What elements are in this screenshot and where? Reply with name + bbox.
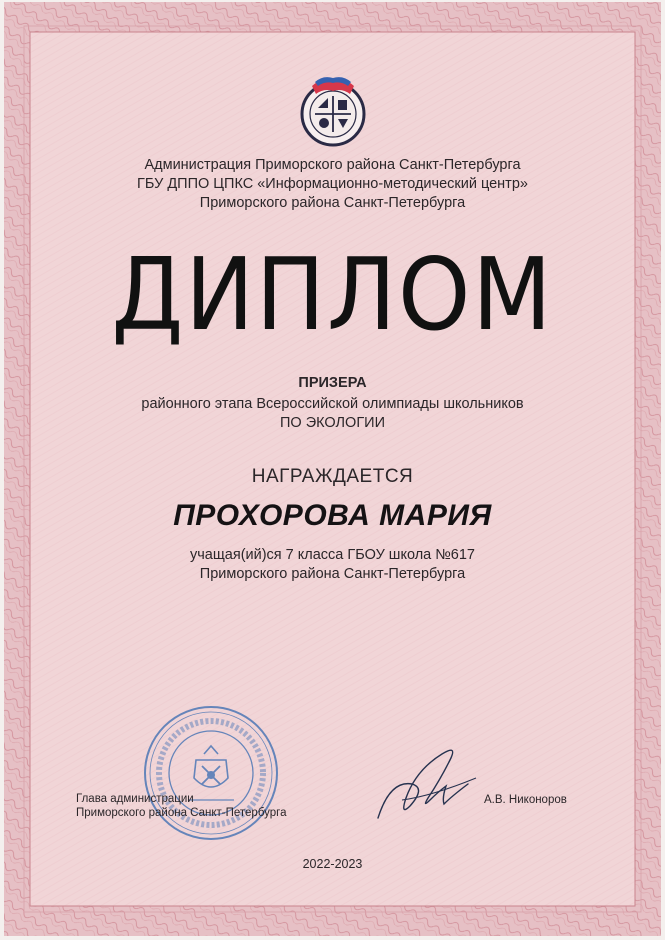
academic-year: 2022-2023 xyxy=(302,857,363,871)
event-subject: ПО ЭКОЛОГИИ xyxy=(279,415,386,431)
diploma-title: ДИПЛОМ xyxy=(111,236,554,353)
event-name: районного этапа Всероссийской олимпиады школьников xyxy=(141,396,524,412)
signatory-position-line-2: Приморского района Санкт-Петербурга xyxy=(76,807,287,819)
awarded-label: НАГРАЖДАЕТСЯ xyxy=(251,466,414,487)
recipient-district: Приморского района Санкт-Петербурга xyxy=(199,566,466,582)
signatory-position-line-1: Глава администрации xyxy=(76,793,194,805)
signatory-position xyxy=(76,792,287,820)
award-status: ПРИЗЕРА xyxy=(298,375,367,391)
recipient-name: ПРОХОРОВА МАРИЯ xyxy=(173,499,492,532)
recipient-school: учащая(ий)ся 7 класса ГБОУ школа №617 xyxy=(189,547,475,563)
header-line-1: Администрация Приморского района Санкт-Петербурга xyxy=(144,157,521,173)
official-stamp-seal xyxy=(142,704,280,842)
header-line-2: ГБУ ДППО ЦПКС «Информационно-методический центр» xyxy=(137,176,528,192)
olympiad-emblem-logo xyxy=(298,74,368,150)
handwritten-signature xyxy=(372,740,484,824)
header-line-3: Приморского района Санкт-Петербурга xyxy=(199,195,466,211)
signatory-name: А.В. Никоноров xyxy=(484,794,567,806)
